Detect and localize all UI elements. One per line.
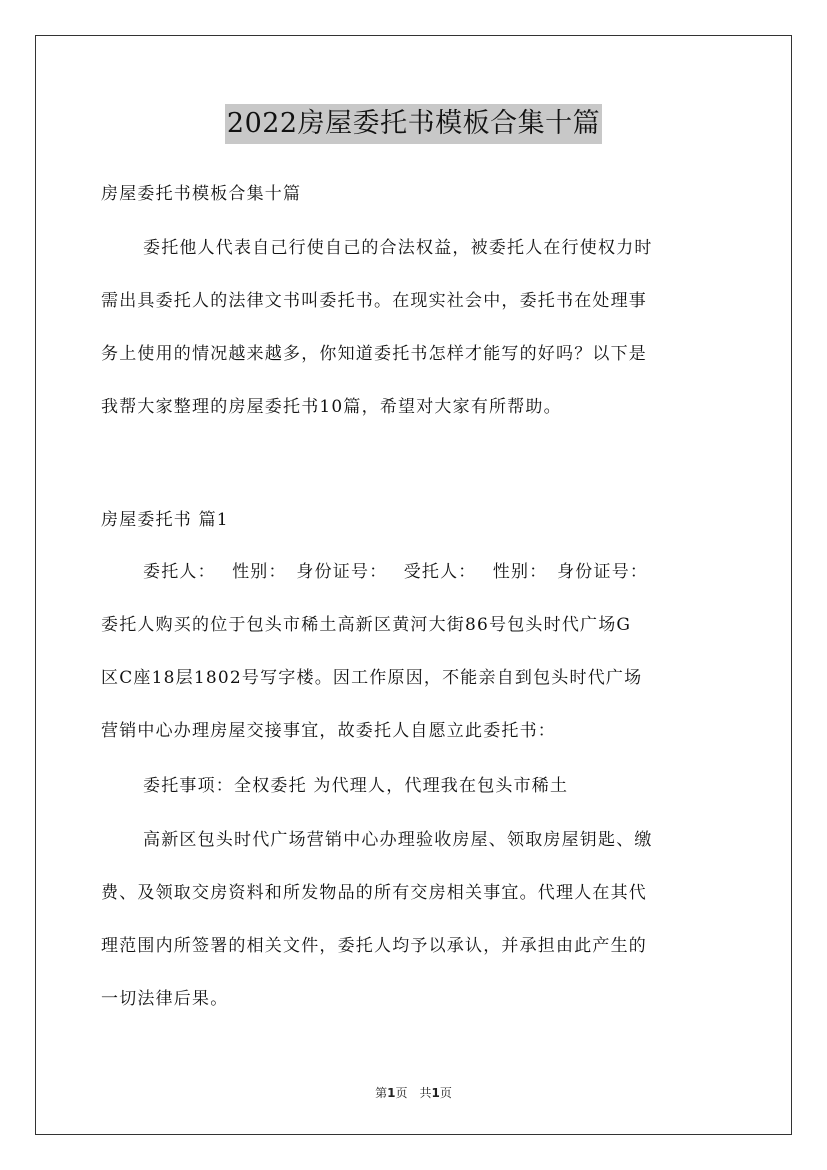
- footer-mid: 页 共: [395, 1086, 432, 1100]
- intro-paragraph: [101, 222, 727, 434]
- footer-prefix: 第: [375, 1086, 388, 1100]
- document-title: 2022房屋委托书模板合集十篇: [225, 104, 602, 144]
- section1-paragraph: [101, 546, 727, 758]
- intro-line: 我帮大家整理的房屋委托书10篇，希望对大家有所帮助。: [101, 397, 562, 417]
- matter-line: 委托事项：全权委托 为代理人，代理我在包头市稀土: [143, 776, 569, 796]
- section1-line: 营销中心办理房屋交接事宜，故委托人自愿立此委托书：: [101, 721, 556, 741]
- body-line: 高新区包头时代广场营销中心办理验收房屋、领取房屋钥匙、缴: [143, 830, 653, 850]
- title-container: [0, 104, 827, 144]
- footer-page-current: 1: [387, 1086, 396, 1100]
- section-heading: 房屋委托书 篇1: [101, 510, 229, 530]
- body-line: 理范围内所签署的相关文件，委托人均予以承认，并承担由此产生的: [101, 936, 647, 956]
- body-line: 一切法律后果。: [101, 989, 229, 1009]
- footer-page-total: 1: [431, 1086, 440, 1100]
- intro-line: 需出具委托人的法律文书叫委托书。在现实社会中，委托书在处理事: [101, 291, 647, 311]
- body-line: 费、及领取交房资料和所发物品的所有交房相关事宜。代理人在其代: [101, 883, 647, 903]
- section1-line: 委托人购买的位于包头市稀土高新区黄河大街86号包头时代广场G: [101, 615, 632, 635]
- section1-heading-block: [101, 494, 727, 547]
- footer-suffix: 页: [439, 1086, 452, 1100]
- page-footer: [0, 1084, 827, 1101]
- document-subtitle: 房屋委托书模板合集十篇: [101, 184, 302, 204]
- section1-line: 区C座18层1802号写字楼。因工作原因，不能亲自到包头时代广场: [101, 668, 643, 688]
- section1-matter-block: [101, 760, 727, 813]
- section1-line: 委托人： 性别： 身份证号： 受托人： 性别： 身份证号：: [143, 562, 649, 582]
- intro-line: 委托他人代表自己行使自己的合法权益，被委托人在行使权力时: [143, 238, 653, 258]
- intro-line: 务上使用的情况越来越多，你知道委托书怎样才能写的好吗？以下是: [101, 344, 647, 364]
- subtitle-block: [101, 176, 727, 212]
- section1-body-paragraph: [101, 814, 727, 1026]
